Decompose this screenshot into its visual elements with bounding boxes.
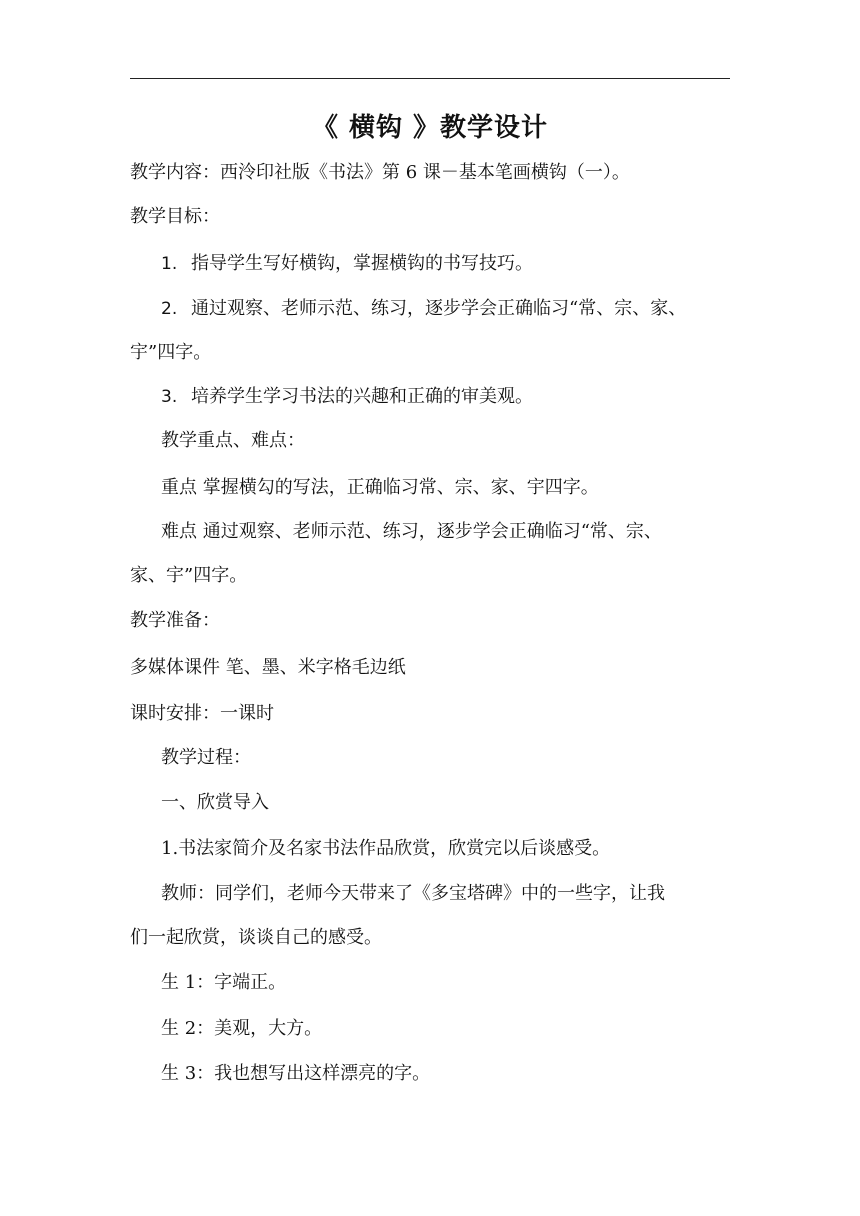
document-title: 《 横钩 》教学设计 — [311, 113, 549, 143]
process-heading: 教学过程： — [161, 747, 251, 768]
objective-item-1 — [161, 251, 730, 277]
section-heading: 一、欣赏导入 — [161, 792, 269, 813]
teacher-dialogue-continued: 们一起欣赏，谈谈自己的感受。 — [130, 927, 382, 948]
objective-item-2-continued: 宇”四字。 — [130, 342, 212, 363]
key-points-heading: 教学重点、难点： — [161, 430, 305, 451]
key-point: 重点 掌握横勾的写法，正确临习常、宗、家、宇四字。 — [161, 477, 599, 498]
objective-number: 2. — [161, 299, 178, 319]
header-rule — [130, 78, 730, 79]
teacher-dialogue: 教师：同学们，老师今天带来了《多宝塔碑》中的一些字，让我 — [161, 883, 665, 904]
content-line: 教学内容：西泠印社版《书法》第 6 课－基本笔画横钩（一）。 — [130, 162, 630, 183]
objective-number: 1. — [161, 254, 178, 274]
preparation-text: 多媒体课件 笔、墨、米字格毛边纸 — [130, 657, 406, 678]
student-response-3: 生 3：我也想写出这样漂亮的字。 — [161, 1063, 431, 1084]
objective-number: 3. — [161, 387, 178, 407]
objective-text: 通过观察、老师示范、练习，逐步学会正确临习“常、宗、家、 — [191, 298, 687, 319]
difficult-point: 难点 通过观察、老师示范、练习，逐步学会正确临习“常、宗、 — [161, 521, 662, 542]
objectives-heading: 教学目标： — [130, 206, 220, 227]
difficult-point-continued: 家、宇”四字。 — [130, 565, 248, 586]
objective-text: 培养学生学习书法的兴趣和正确的审美观。 — [191, 386, 533, 407]
student-response-1: 生 1：字端正。 — [161, 972, 287, 993]
student-response-2: 生 2：美观，大方。 — [161, 1018, 323, 1039]
objective-item-2 — [161, 296, 730, 322]
preparation-heading: 教学准备： — [130, 610, 220, 631]
objective-text: 指导学生写好横钩，掌握横钩的书写技巧。 — [191, 253, 533, 274]
step-text: 1.书法家简介及名家书法作品欣赏，欣赏完以后谈感受。 — [161, 838, 611, 859]
objective-item-3 — [161, 384, 730, 410]
schedule-text: 课时安排：一课时 — [130, 703, 274, 724]
